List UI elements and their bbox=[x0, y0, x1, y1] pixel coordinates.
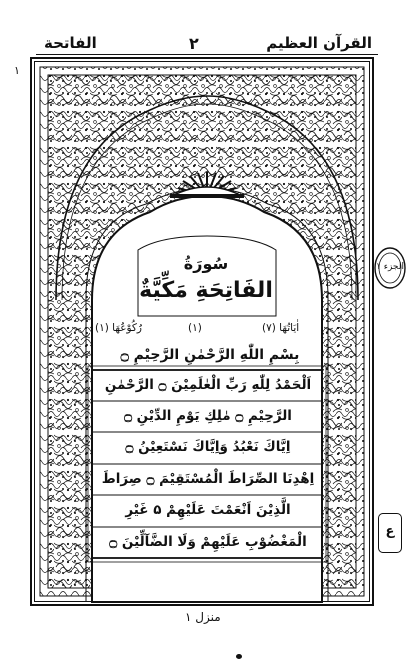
ayah-count: اٰيَاتُهَا (٧) bbox=[262, 322, 300, 334]
ruku-count: رُكُوْعُهَا (١) bbox=[95, 322, 142, 334]
header-book-title: القرآن العظيم bbox=[266, 34, 372, 52]
manzil-label: منزل ١ bbox=[185, 610, 221, 624]
verse-line: الَّذِيْنَ اَنْعَمْتَ عَلَيْهِمْ ۵ غَيْرِ bbox=[125, 502, 291, 518]
verse-line: الْمَغْضُوْبِ عَلَيْهِمْ وَلَا الضَّآلِّيْنَ ۝ bbox=[109, 534, 307, 550]
ruku-marker: ع bbox=[378, 513, 402, 553]
verse-line: اِهْدِنَا الصِّرَاطَ الْمُسْتَقِيْمَ ۝ صِرَاطَ bbox=[101, 471, 315, 487]
verse-line: اَلْحَمْدُ لِلّٰهِ رَبِّ الْعٰلَمِيْنَ ۝ الرَّحْمٰنِ bbox=[104, 377, 312, 393]
footer-dot bbox=[236, 654, 242, 659]
page-number: ٢ bbox=[189, 34, 199, 53]
verse-line: الرَّحِيْمِ ۝ مٰلِكِ يَوْمِ الدِّيْنِ ۝ bbox=[124, 408, 292, 424]
bismillah: بِسْمِ اللّٰهِ الرَّحْمٰنِ الرَّحِيْمِ ۝ bbox=[120, 347, 300, 363]
header-surah-name: الفاتحة bbox=[44, 34, 97, 52]
surah-name: الفَاتِحَةِ مَكِّيَّةٌ bbox=[139, 278, 273, 303]
juz-marker: الجزء ١ bbox=[376, 262, 404, 272]
verse-line: اِيَّاكَ نَعْبُدُ وَاِيَّاكَ نَسْتَعِيْنُ ۝ bbox=[125, 439, 291, 455]
margin-ayah-number: ١ bbox=[14, 64, 20, 77]
surah-number: (١) bbox=[188, 322, 202, 334]
surah-word: سُورَةُ bbox=[183, 254, 229, 273]
